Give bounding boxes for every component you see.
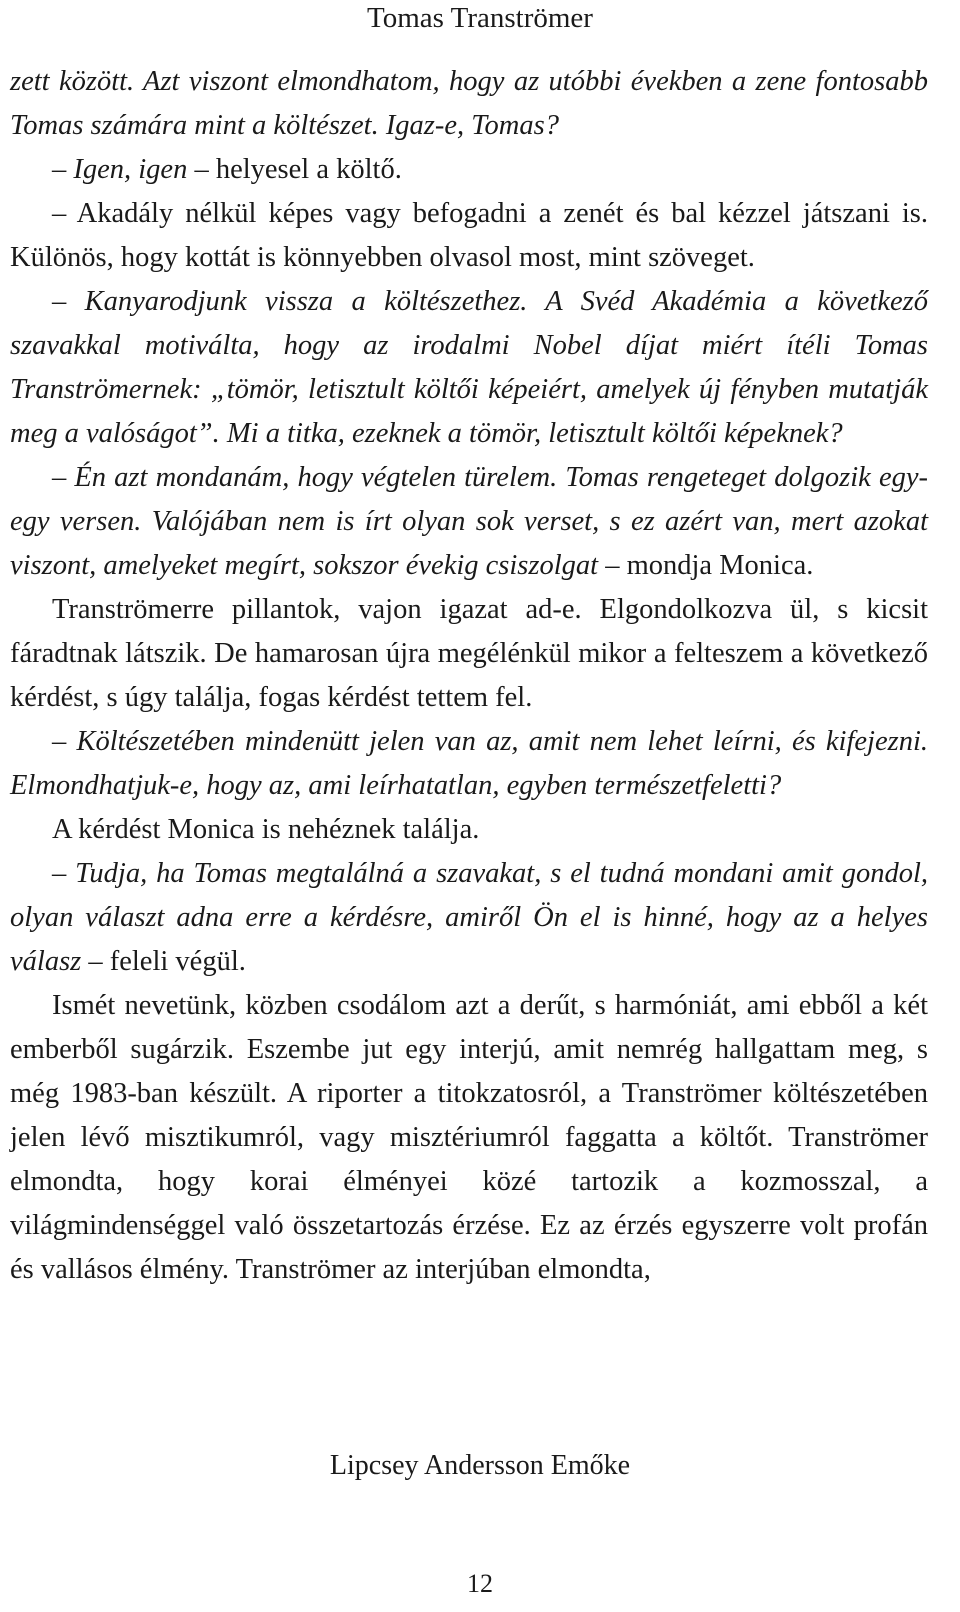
paragraph-8: A kérdést Monica is nehéznek találja.	[52, 814, 480, 845]
paragraph-5-rest: – mondja Monica.	[598, 550, 814, 581]
paragraph-9	[10, 852, 928, 984]
paragraph-6: Tranströmerre pillantok, vajon igazat ad-e. Elgondolkozva ül, s kicsit fáradtnak látszik. De hamarosan újra megélénkül mikor a felteszem a következő kérdést, s úgy találja, fogas kérdést tettem fel.	[10, 594, 928, 713]
paragraph-10: Ismét nevetünk, közben csodálom azt a derűt, s harmóniát, ami ebből a két emberből sugárzik. Eszembe jut egy interjú, amit nemrég hallgattam meg, s még 1983-ban készült. A riporter a titokzatosról, a Tranströmer költészetében jelen lévő misztikumról, vagy misztériumról faggatta a költőt. Tranströmer elmondta, hogy korai élményei közé tartozik a kozmosszal, a világmindenséggel való összetartozás érzése. Ez az érzés egyszerre volt profán és vallásos élmény. Tranströmer az interjúban elmondta,	[10, 990, 928, 1285]
paragraph-3: – Akadály nélkül képes vagy befogadni a zenét és bal kézzel játszani is. Különös, hogy kottát is könnyebben olvasol most, mint szöveget.	[10, 198, 928, 273]
paragraph-9-italic: – Tudja, ha Tomas megtalálná a szavakat, s el tudná mondani amit gondol, olyan választ adna erre a kérdésre, amiről Ön el is hinné, hogy az a helyes válasz	[10, 858, 928, 977]
running-header: Tomas Tranströmer	[367, 2, 593, 34]
paragraph-5-italic: – Én azt mondanám, hogy végtelen türelem. Tomas rengeteget dolgozik egy-egy versen. Valójában nem is írt olyan sok verset, s ez azért van, mert azokat viszont, amelyeket megírt, sokszor évekig csiszolgat	[10, 462, 928, 581]
author-footer: Lipcsey Andersson Emőke	[329, 1450, 631, 1481]
paragraph-2-rest: – helyesel a költő.	[187, 154, 402, 185]
paragraph-5	[10, 456, 928, 588]
page-number: 12	[467, 1569, 493, 1598]
paragraph-7: – Költészetében mindenütt jelen van az, amit nem lehet leírni, és kifejezni. Elmondhatjuk-e, hogy az, ami leírhatatlan, egyben természetfeletti?	[10, 726, 928, 801]
paragraph-1-text: zett között. Azt viszont elmondhatom, hogy az utóbbi években a zene fontosabb Tomas számára mint a költészet. Igaz-e, Tomas?	[10, 66, 928, 141]
paragraph-9-rest: – feleli végül.	[81, 946, 246, 977]
paragraph-2	[10, 148, 928, 192]
paragraph-4: – Kanyarodjunk vissza a költészethez. A Svéd Akadémia a következő szavakkal motiválta, hogy az irodalmi Nobel díjat miért ítéli Tomas Tranströmernek: „tömör, letisztult költői képeiért, amelyek új fényben mutatják meg a valóságot”. Mi a titka, ezeknek a tömör, letisztult költői képeknek?	[10, 286, 928, 449]
paragraph-2-italic: Igen, igen	[73, 154, 188, 185]
paragraph-2-dash: –	[52, 154, 74, 185]
paragraph-1	[10, 60, 928, 148]
article-body	[10, 60, 928, 1292]
